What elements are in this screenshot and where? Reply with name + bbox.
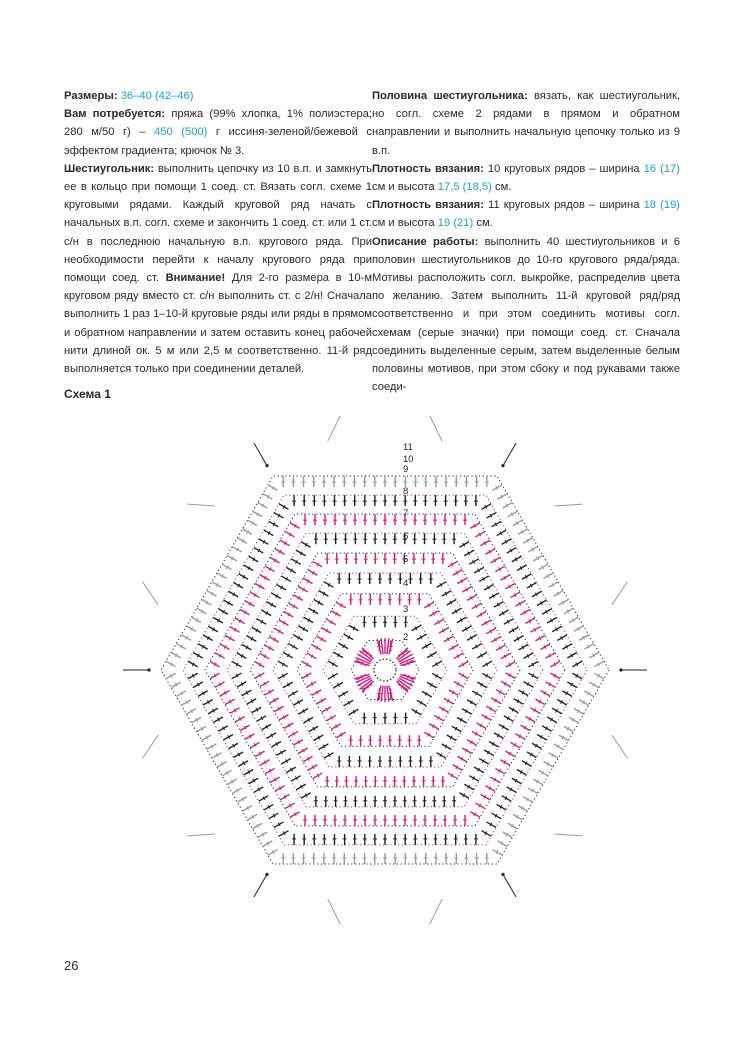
density-label-2: Плотность вязания: [372, 199, 484, 212]
yarn-amount-2: (500) [181, 126, 208, 139]
density2-width-1: 18 [643, 199, 657, 212]
schema-title: Схема 1 [64, 387, 111, 401]
density-text-2a: 11 круговых рядов – ширина [488, 199, 640, 212]
row-number: 8 [403, 486, 409, 497]
density-text-2c: см. [476, 217, 493, 230]
density2-width-2: (19) [660, 199, 681, 212]
join-arrow-head [501, 873, 504, 876]
grey-join-arrow [328, 416, 340, 441]
attention-label: Внимание! [165, 272, 226, 285]
grey-join-arrow [430, 416, 442, 441]
fan-stitch [387, 638, 389, 654]
density2-height-2: (21) [453, 217, 474, 230]
sizes-paragraph [64, 87, 372, 105]
density-text-1a: 10 круговых рядов – ширина [487, 162, 640, 175]
crochet-diagram [85, 395, 685, 955]
grey-join-arrow [143, 735, 159, 758]
size-1: 36–40 [120, 90, 152, 102]
row-baseline [273, 573, 497, 767]
center-ring [374, 659, 396, 681]
density-text-1b: см и высота [372, 181, 435, 194]
row-number: 4 [403, 578, 409, 589]
density-text-2b: см и высота [372, 217, 435, 230]
size-2: (42–46) [154, 90, 194, 102]
grey-join-arrow [187, 834, 215, 836]
hexagon-label: Шестиугольник: [64, 162, 155, 175]
join-arrow-head [619, 668, 622, 671]
join-arrow-head [265, 464, 268, 467]
hexagon-text-2: Для 2-го размера в 10-м круговом ряду вместо ст. с/н выполнить ст. с 2/н! Сначала выполнить 1 раз 1–10-й круговые ряды или ряды в прямом и обратном направлении и затем оставить конец рабочей нити длиной ок. 5 м или 2,5 м соответственно. 11-й ряд выполняется только при соединении деталей. [64, 272, 373, 376]
left-column [64, 87, 372, 378]
density2-height-1: 19 [437, 217, 451, 230]
grey-join-arrow [430, 899, 442, 924]
right-column [372, 87, 680, 396]
density-label-1: Плотность вязания: [372, 162, 484, 175]
join-arrow-head [501, 464, 504, 467]
row-baseline [183, 495, 587, 845]
half-hexagon-text: вязать, как шестиугольник, но согл. схеме 2 рядами в прямом и обратном направлении и выполнить начальную цепочку только из 9 в.п. [372, 90, 680, 157]
row-number: 9 [403, 464, 409, 475]
materials-text-1: пряжа (99% хлопка, 1% полиэстера; 280 м/50 г) – [64, 108, 373, 139]
fan-stitch [381, 638, 383, 654]
row-number: 5 [403, 554, 409, 565]
density-width-1: 16 [643, 162, 657, 175]
join-arrow [254, 874, 267, 897]
join-arrow-head [265, 873, 268, 876]
half-hexagon-label: Половина шестиугольника: [372, 90, 528, 102]
grey-join-arrow [187, 504, 215, 506]
materials-label: Вам потребуется: [64, 108, 166, 121]
materials-text-2: г иссиня-зеленой/бежевой с эффектом градиента; крючок № 3. [64, 126, 373, 157]
grey-join-arrow [328, 899, 340, 924]
grey-join-arrow [612, 582, 628, 605]
row-baseline [250, 553, 520, 787]
grey-join-arrow [555, 504, 583, 506]
hexagon-text-1: выполнить цепочку из 10 в.п. и замкнуть ее в кольцо при помощи 1 соед. ст. Вязать согл. схеме 1 круговыми рядами. Каждый круговой ряд начать с начальных в.п. согл. схеме и закончить 1 соед. ст. или 1 ст. с/н в последнюю начальную в.п. кругового ряда. При необходимости перейти к началу кругового ряда при помощи соед. ст. [64, 162, 372, 285]
row-number: 11 [403, 442, 413, 453]
materials-paragraph [64, 105, 372, 160]
sizes-label: Размеры: [64, 90, 118, 102]
row-number: 2 [403, 632, 409, 643]
join-arrow [503, 874, 516, 897]
join-arrow [503, 443, 516, 466]
hexagon-paragraph [64, 160, 372, 378]
density-paragraph-1 [372, 160, 680, 196]
density-text-1c: см. [495, 181, 512, 194]
row-baseline [323, 616, 447, 723]
page-number: 26 [64, 958, 79, 973]
fan-stitch [387, 686, 389, 702]
join-arrow-head [147, 668, 150, 671]
description-label: Описание работы: [372, 235, 479, 248]
row-number: 7 [403, 508, 409, 519]
grey-join-arrow [143, 582, 159, 605]
description-paragraph [372, 233, 680, 397]
density-height-2: (18,5) [462, 181, 492, 194]
row-baseline [227, 533, 543, 807]
description-text: выполнить 40 шестиугольников и 6 половин шестиугольников до 10-го кругового ряда/ряда. Мотивы расположить согл. выкройке, распределив цвета по желанию. Затем выполнить 11-й круговой ряд/ряд соответственно и при этом соединить мотивы согл. схемам (серые значки) при помощи соед. ст. Сначала соединить выделенные серым, затем выделенные белым половины мотивов, при этом сбоку и под рукавами также соеди- [372, 235, 681, 394]
density-paragraph-2 [372, 196, 680, 232]
row-number: 10 [403, 454, 414, 465]
join-arrow [254, 443, 267, 466]
row-number: 6 [403, 531, 409, 542]
density-height-1: 17,5 [437, 181, 460, 194]
density-width-2: (17) [660, 162, 681, 175]
grey-join-arrow [612, 735, 628, 758]
half-hexagon-paragraph [372, 87, 680, 160]
grey-join-arrow [555, 834, 583, 836]
row-number: 3 [403, 604, 409, 615]
yarn-amount-1: 450 [154, 126, 173, 139]
